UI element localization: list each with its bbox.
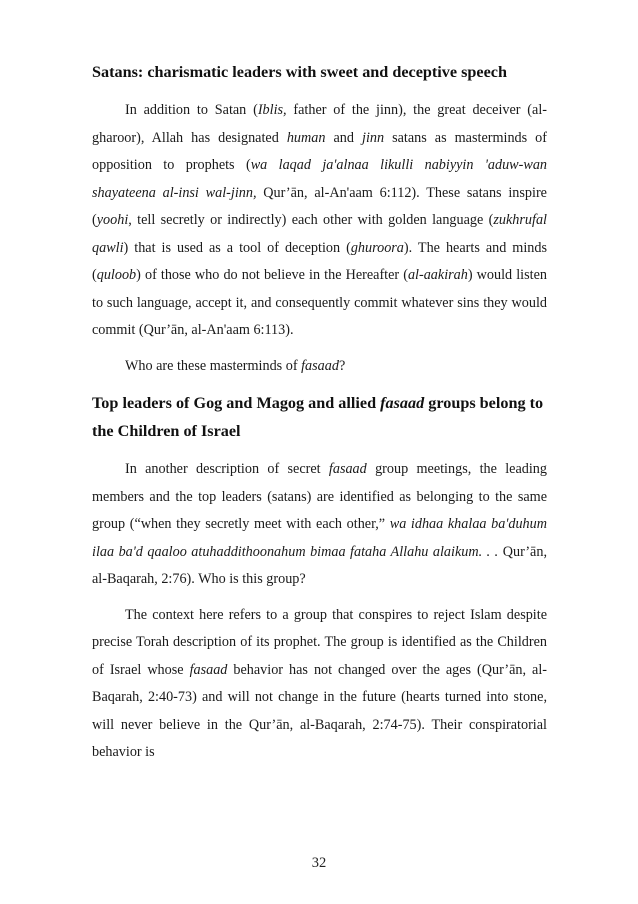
- italic-term: fasaad: [189, 661, 228, 678]
- paragraph-satans-deceivers: [92, 97, 547, 345]
- text-run: The context here refers to a group that conspires to reject Islam despite precise Torah description of its prophet. The group is identified as the Children of Israel whose: [92, 606, 547, 678]
- text-run: and: [325, 129, 362, 146]
- italic-term: human: [286, 129, 326, 146]
- text-run: Top leaders of Gog and Magog and allied: [92, 394, 381, 412]
- text-run: Qur’ān, al-An'aam 6:112). These satans inspire (: [92, 184, 547, 228]
- text-run: In addition to Satan (: [125, 102, 258, 118]
- italic-term: wa laqad ja'alnaa likulli nabiyyin 'aduw-wan shayateena al-insi wal-jinn,: [92, 157, 548, 201]
- text-run: group meetings, the leading members and the top leaders (satans) are identified as belonging to the same group (“when they secretly meet with each other,”: [92, 461, 547, 532]
- text-run: groups belong to the Children of Israel: [92, 394, 544, 440]
- italic-term: zukhrufal qawli: [92, 212, 547, 256]
- text-run: ) that is used as a tool of deception (: [123, 239, 351, 256]
- italic-term: fasaad: [380, 394, 425, 412]
- italic-term: quloob: [96, 267, 137, 283]
- text-run: ?: [338, 357, 346, 374]
- text-run: , tell secretly or indirectly) each other with golden language (: [128, 212, 494, 228]
- italic-term: fasaad: [301, 357, 339, 374]
- text-run: ) of those who do not believe in the Hereafter (: [136, 267, 408, 283]
- page-number: 32: [311, 855, 327, 871]
- text-run: father of the jinn), the great deceiver (al-gharoor), Allah has designated: [92, 102, 547, 146]
- italic-term: al-aakirah: [407, 267, 468, 283]
- page-body: [92, 58, 547, 767]
- italic-term: jinn: [362, 129, 385, 146]
- italic-term: wa idhaa khalaa ba'duhum ilaa ba'd qaaloo atuhaddithoonahum bimaa fataha Allahu alaikum. . .: [92, 516, 547, 560]
- text-run: satans as masterminds of opposition to prophets (: [92, 129, 547, 173]
- italic-term: yoohi: [96, 212, 129, 228]
- italic-term: Iblis,: [257, 102, 287, 118]
- paragraph-secret-meetings: [92, 456, 547, 594]
- text-run: In another description of secret: [125, 461, 329, 477]
- text-run: behavior has not changed over the ages (Qur’ān, al-Baqarah, 2:40-73) and will not change in the future (hearts turned into stone, will never believe in the Qur’ān, al-Baqarah, 2:74-75). Their conspiratorial behavior is: [92, 661, 547, 760]
- italic-term: fasaad: [328, 461, 367, 477]
- section-heading-satans: Satans: charismatic leaders with sweet and deceptive speech: [92, 63, 507, 81]
- text-run: ). The hearts and minds (: [92, 239, 547, 283]
- text-run: Qur’ān, al-Baqarah, 2:76). Who is this group?: [92, 543, 547, 587]
- section-heading-gog-magog: [92, 389, 547, 445]
- paragraph-masterminds-question: [92, 353, 547, 381]
- text-run: ) would listen to such language, accept it, and consequently commit whatever sins they would commit (Qur’ān, al-An'aam 6:113).: [92, 267, 547, 338]
- paragraph-context: [92, 602, 547, 767]
- text-run: Who are these masterminds of: [125, 357, 302, 374]
- italic-term: ghuroora: [350, 239, 404, 256]
